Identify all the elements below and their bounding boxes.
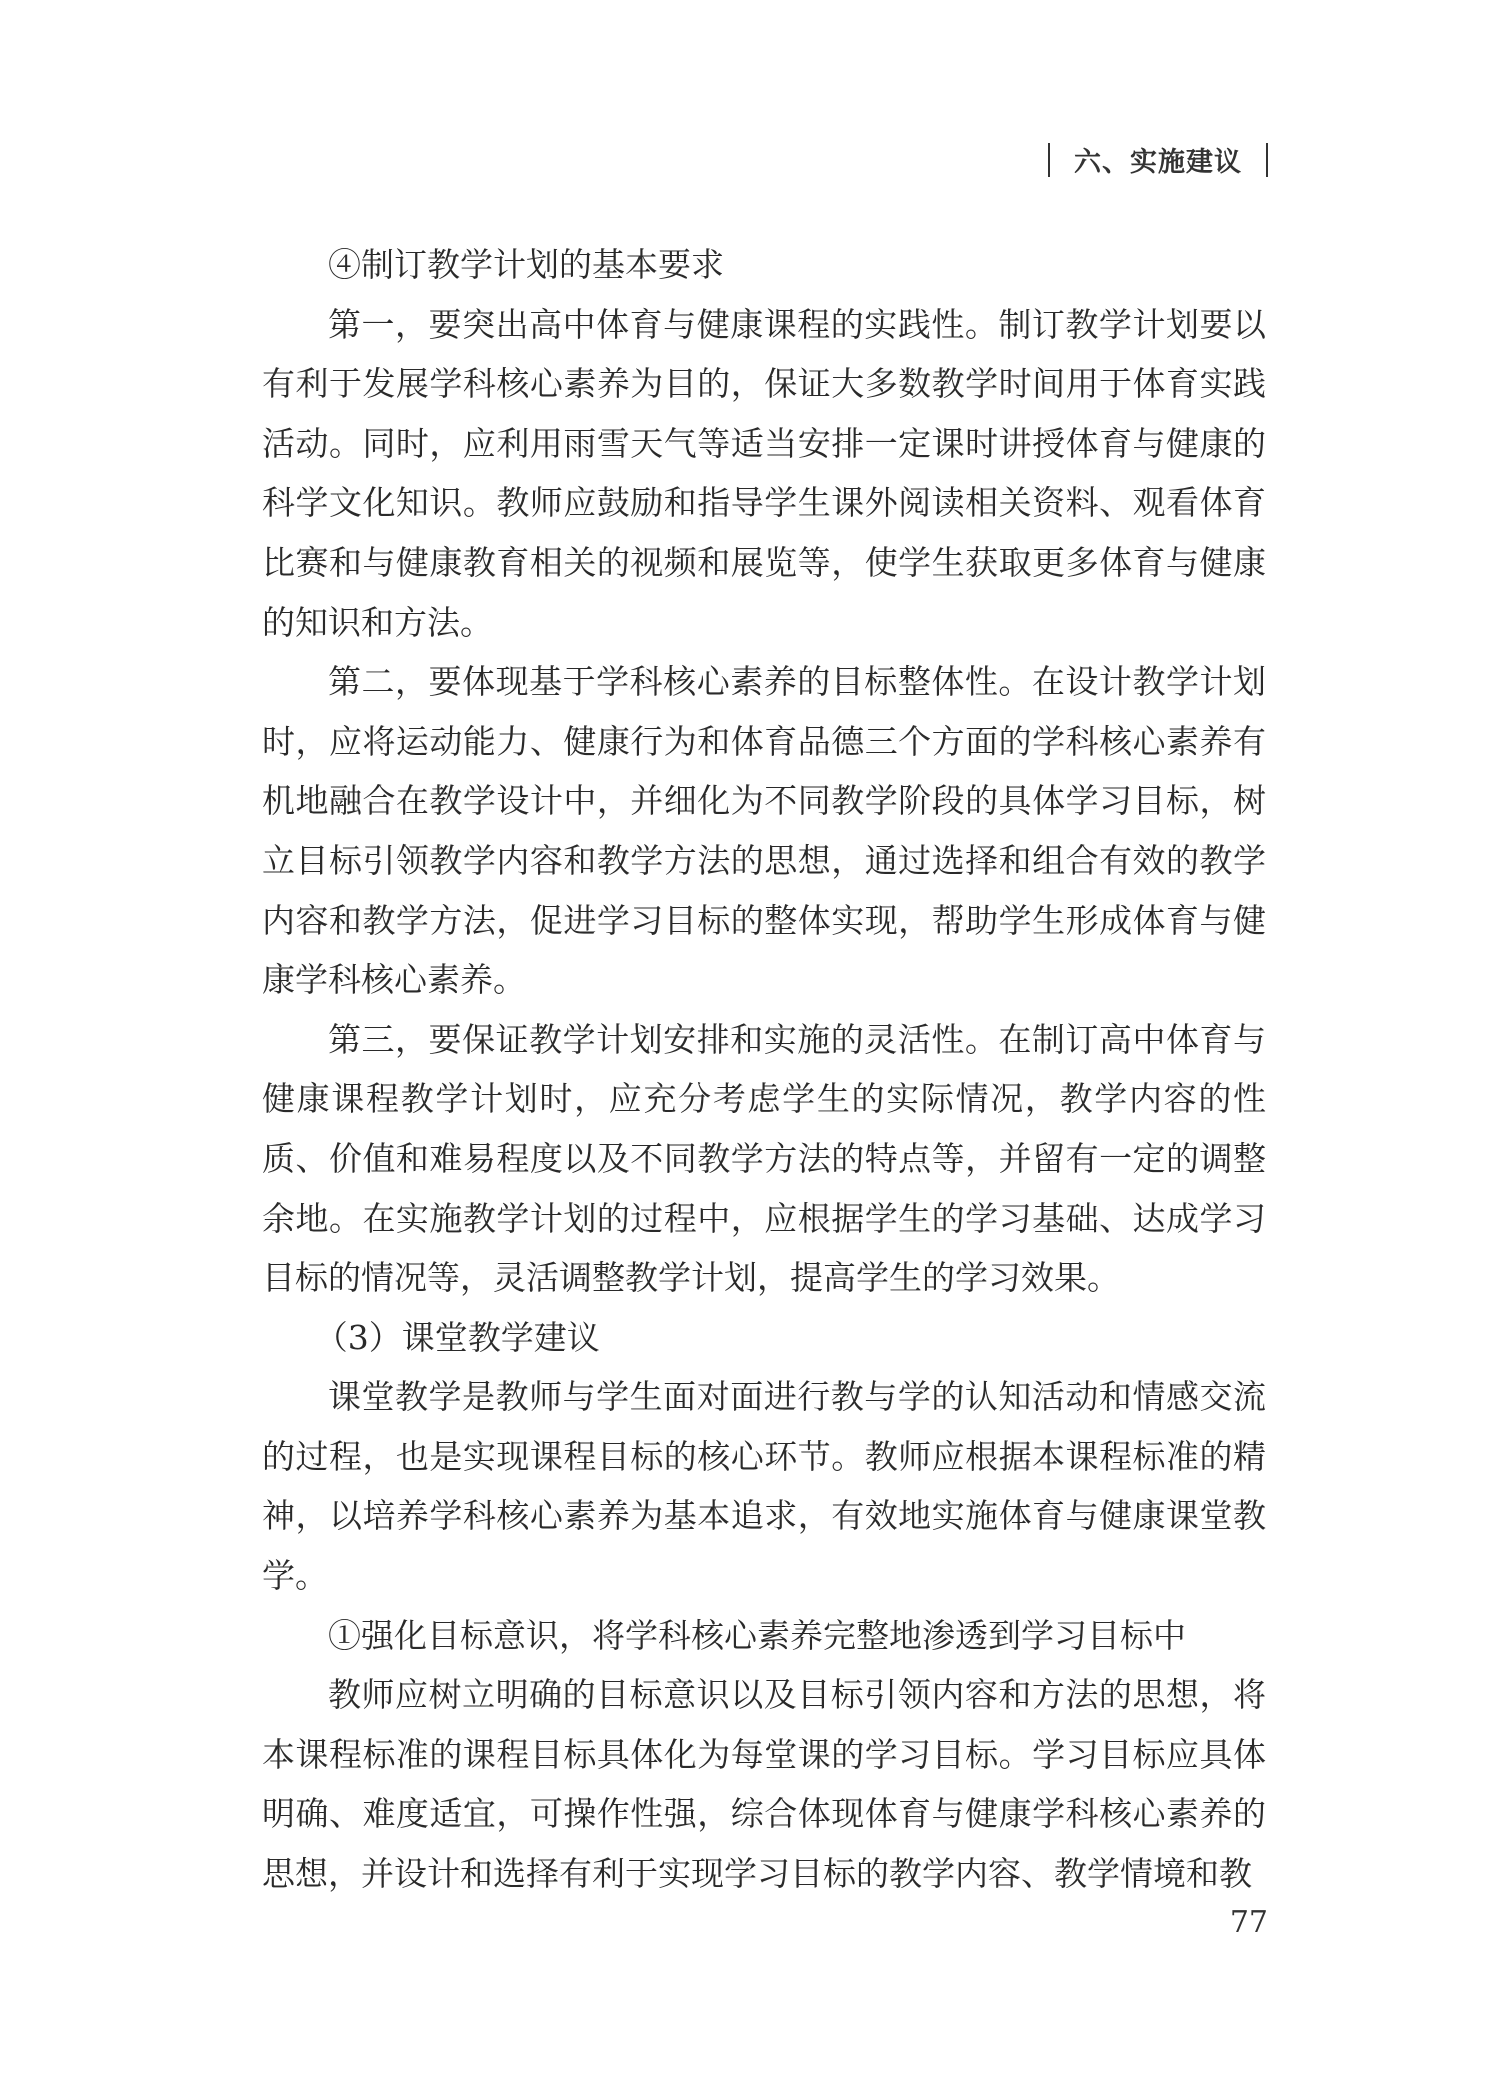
paragraph-second-point: 第二，要体现基于学科核心素养的目标整体性。在设计教学计划时，应将运动能力、健康行为和体育品德三个方面的学科核心素养有机地融合在教学设计中，并细化为不同教学阶段的具体学习目标，树立目标引领教学内容和教学方法的思想，通过选择和组合有效的教学内容和教学方法，促进学习目标的整体实现，帮助学生形成体育与健康学科核心素养。 bbox=[262, 662, 1266, 1000]
body-text bbox=[262, 235, 1266, 1904]
paragraph-first-point: 第一，要突出高中体育与健康课程的实践性。制订教学计划要以有利于发展学科核心素养为目的，保证大多数教学时间用于体育实践活动。同时，应利用雨雪天气等适当安排一定课时讲授体育与健康的科学文化知识。教师应鼓励和指导学生课外阅读相关资料、观看体育比赛和与健康教育相关的视频和展览等，使学生获取更多体育与健康的知识和方法。 bbox=[262, 304, 1266, 642]
paragraph-third-point: 第三，要保证教学计划安排和实施的灵活性。在制订高中体育与健康课程教学计划时，应充分考虑学生的实际情况，教学内容的性质、价值和难易程度以及不同教学方法的特点等，并留有一定的调整余地。在实施教学计划的过程中，应根据学生的学习基础、达成学习目标的情况等，灵活调整教学计划，提高学生的学习效果。 bbox=[262, 1019, 1266, 1298]
paragraph-goal-awareness: 教师应树立明确的目标意识以及目标引领内容和方法的思想，将本课程标准的课程目标具体化为每堂课的学习目标。学习目标应具体明确、难度适宜，可操作性强，综合体现体育与健康学科核心素养的思想，并设计和选择有利于实现学习目标的教学内容、教学情境和教 bbox=[262, 1675, 1266, 1894]
heading-strengthen-goal-awareness: ①强化目标意识，将学科核心素养完整地渗透到学习目标中 bbox=[328, 1615, 1186, 1655]
heading-classroom-teaching-suggestions: （3）课堂教学建议 bbox=[314, 1317, 600, 1357]
running-head-right-bar bbox=[1266, 143, 1268, 177]
running-head bbox=[1048, 140, 1268, 179]
running-head-title: 六、实施建议 bbox=[1074, 147, 1242, 178]
heading-teaching-plan-requirements: ④制订教学计划的基本要求 bbox=[328, 245, 724, 284]
page-number: 77 bbox=[1229, 1905, 1268, 1940]
paragraph-classroom-teaching-intro: 课堂教学是教师与学生面对面进行教与学的认知活动和情感交流的过程，也是实现课程目标的核心环节。教师应根据本课程标准的精神，以培养学科核心素养为基本追求，有效地实施体育与健康课堂教学。 bbox=[262, 1377, 1266, 1596]
